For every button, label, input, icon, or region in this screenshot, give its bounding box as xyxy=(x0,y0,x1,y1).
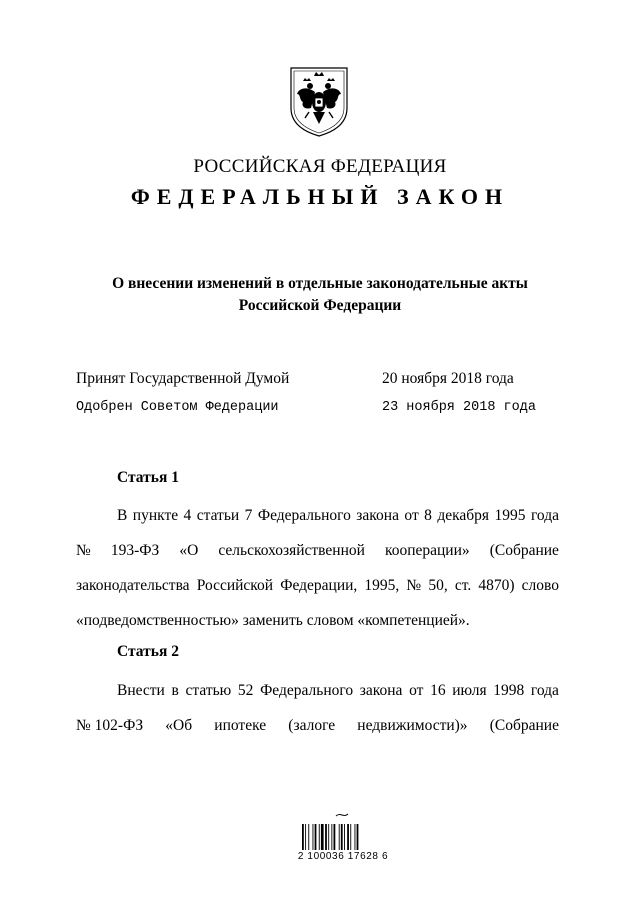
adoption-date: 23 ноября 2018 года xyxy=(382,400,536,415)
adoption-body: Принят Государственной Думой xyxy=(76,370,290,387)
text-line: В пункте 4 статьи 7 Федерального закона от 8 декабря 1995 года xyxy=(117,507,559,524)
country-name: РОССИЙСКАЯ ФЕДЕРАЦИЯ xyxy=(193,156,447,177)
adoption-date: 20 ноября 2018 года xyxy=(382,370,514,387)
law-title-line: О внесении изменений в отдельные законодательные акты xyxy=(112,275,528,292)
article-1-text xyxy=(76,505,559,645)
article-2-text xyxy=(76,680,559,750)
law-title xyxy=(0,273,640,317)
coat-of-arms-emblem xyxy=(285,64,353,138)
text-line: Внести в статью 52 Федерального закона от 16 июля 1998 года xyxy=(117,682,559,699)
barcode-number: 2 100036 17628 6 xyxy=(297,851,389,862)
text-line: законодательства Российской Федерации, 1995, № 50, ст. 4870) слово xyxy=(76,577,559,594)
article-2-title: Статья 2 xyxy=(117,643,179,660)
document-type-heading: ФЕДЕРАЛЬНЫЙ ЗАКОН xyxy=(130,184,510,209)
article-1-title: Статья 1 xyxy=(117,469,179,486)
text-line: «подведомственностью» заменить словом «компетенцией». xyxy=(76,612,470,629)
text-line: № 102-ФЗ «Об ипотеке (залоге недвижимости)» (Собрание xyxy=(76,717,559,734)
adoption-body: Одобрен Советом Федерации xyxy=(76,400,279,415)
text-line: № 193-ФЗ «О сельскохозяйственной кооперации» (Собрание xyxy=(76,542,559,559)
adoption-row-council xyxy=(76,400,536,415)
adoption-row-duma xyxy=(76,370,514,388)
law-title-line: Российской Федерации xyxy=(238,297,402,314)
